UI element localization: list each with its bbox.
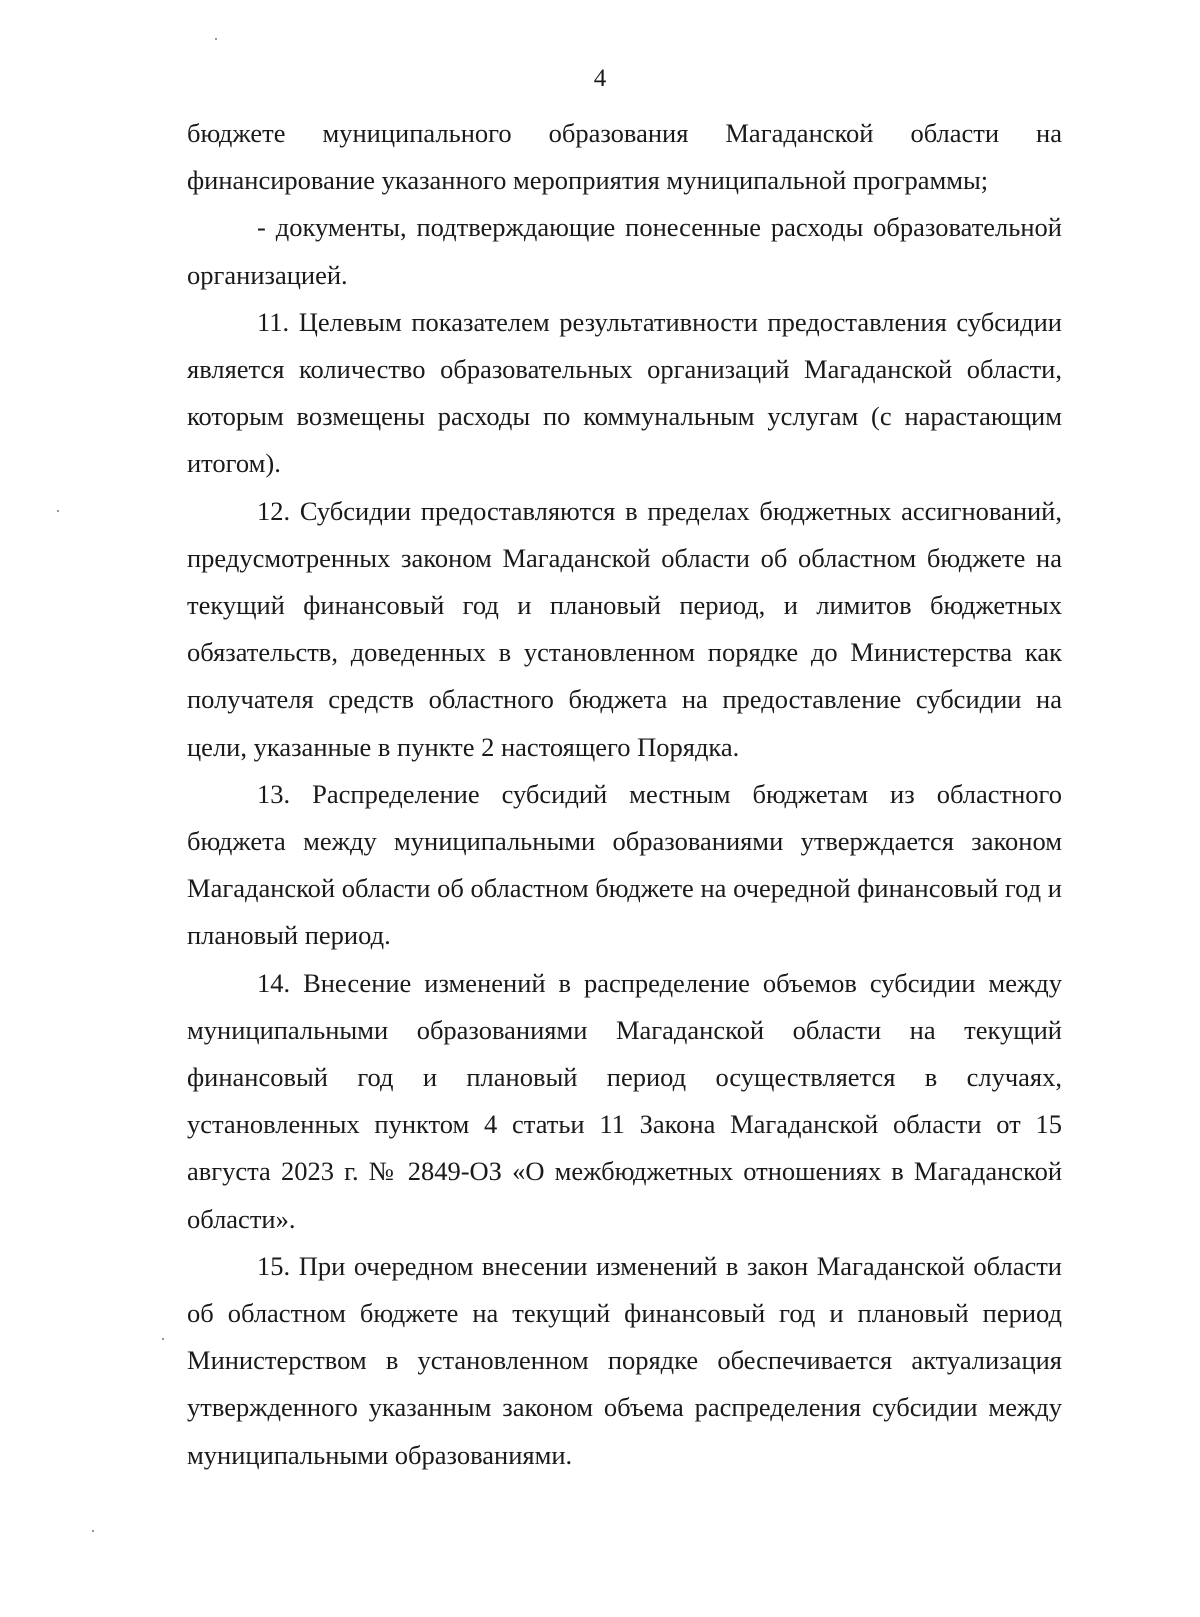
scan-artifact — [57, 510, 59, 512]
scan-artifact — [92, 1530, 94, 1532]
page-number: 4 — [593, 65, 607, 92]
paragraph-list-item: - документы, подтверждающие понесенные расходы образовательной организацией. — [187, 212, 1062, 290]
paragraph-15: 15. При очередном внесении изменений в закон Магаданской области об областном бюджете на текущий финансовый год и плановый период Министерством в установленном порядке обеспечивается актуализация утвержденного указанным законом объема распределения субсидии между муниципальными образованиями. — [187, 1250, 1062, 1470]
scan-artifact — [215, 38, 217, 40]
paragraph-continuation: бюджете муниципального образования Магаданской области на финансирование указанного мероприятия муниципальной программы; — [187, 118, 1062, 196]
document-body — [187, 110, 1062, 1479]
paragraph-13: 13. Распределение субсидий местным бюджетам из областного бюджета между муниципальными образованиями утверждается законом Магаданской области об областном бюджете на очередной финансовый год и плановый период. — [187, 778, 1062, 951]
paragraph-12: 12. Субсидии предоставляются в пределах бюджетных ассигнований, предусмотренных законом Магаданской области об областном бюджете на текущий финансовый год и плановый период, и лимитов бюджетных обязательств, доведенных в установленном порядке до Министерства как получателя средств областного бюджета на предоставление субсидии на цели, указанные в пункте 2 настоящего Порядка. — [187, 495, 1062, 762]
paragraph-11: 11. Целевым показателем результативности предоставления субсидии является количество образовательных организаций Магаданской области, которым возмещены расходы по коммунальным услугам (с нарастающим итогом). — [187, 306, 1062, 479]
paragraph-14: 14. Внесение изменений в распределение объемов субсидии между муниципальными образованиями Магаданской области на текущий финансовый год и плановый период осуществляется в случаях, установленных пунктом 4 статьи 11 Закона Магаданской области от 15 августа 2023 г. № 2849-ОЗ «О межбюджетных отношениях в Магаданской области». — [187, 967, 1062, 1234]
scan-artifact — [162, 1338, 164, 1340]
